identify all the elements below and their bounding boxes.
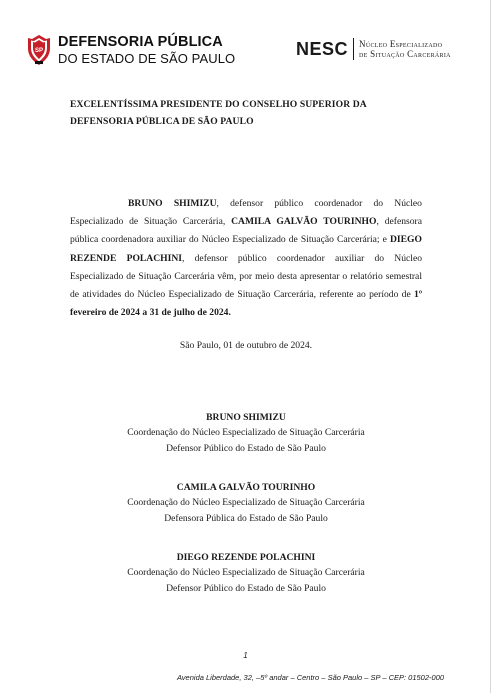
author-name-3: DIEGO REZENDE POLACHINI	[70, 234, 422, 264]
paragraph-text-3: , defensor público coordenador auxiliar do Núcleo Especializado de Situação Carcerária vêm, por meio desta apresentar o relatório semestral de atividades do Núcleo Especializado de Situação Carcerária, referente ao período de	[70, 252, 423, 301]
main-paragraph	[70, 195, 422, 322]
signatory-name: CAMILA GALVÃO TOURINHO	[176, 482, 316, 493]
signatory-name: DIEGO REZENDE POLACHINI	[176, 552, 316, 563]
nesc-name-line2: de Situação Carcerária	[359, 49, 451, 59]
page-number: 1	[243, 651, 248, 660]
document-date: São Paulo, 01 de outubro de 2024.	[179, 340, 313, 351]
nesc-logo: NESC	[296, 38, 349, 59]
signatory-role: Coordenação do Núcleo Especializado de Situação Carcerária	[127, 427, 365, 439]
signature-block	[70, 550, 422, 596]
signatory-role: Coordenação do Núcleo Especializado de Situação Carcerária	[127, 497, 365, 509]
author-name-2: CAMILA GALVÃO TOURINHO	[231, 216, 377, 228]
org-name-line1: DEFENSORIA PÚBLICA	[58, 34, 223, 51]
signatory-title: Defensor Público do Estado de São Paulo	[166, 582, 326, 594]
seal-initials: SP	[34, 48, 44, 54]
signature-block	[70, 480, 422, 526]
signatory-name: BRUNO SHIMIZU	[206, 412, 286, 423]
nesc-divider	[353, 38, 354, 60]
signatory-title: Defensor Público do Estado de São Paulo	[166, 442, 326, 454]
paragraph-text-2: , defensora pública coordenadora auxiliar do Núcleo Especializado de Situação Carcerária; e	[70, 216, 422, 246]
signatory-role: Coordenação do Núcleo Especializado de Situação Carcerária	[127, 567, 365, 579]
footer-address: Avenida Liberdade, 32, –5º andar – Centro – São Paulo – SP – CEP: 01502-000	[176, 673, 445, 682]
sao-paulo-seal-icon	[26, 34, 52, 66]
signatory-title: Defensora Pública do Estado de São Paulo	[164, 512, 328, 524]
addressee: EXCELENTÍSSIMA PRESIDENTE DO CONSELHO SUPERIOR DA DEFENSORIA PÚBLICA DE SÃO PAULO	[70, 99, 367, 127]
report-period: 1º fevereiro de 2024 a 31 de julho de 2024.	[70, 289, 422, 319]
defensoria-logo	[26, 34, 235, 66]
nesc-name-line1: Núcleo Especializado	[359, 38, 443, 49]
author-name-1: BRUNO SHIMIZU	[128, 198, 217, 209]
paragraph-text-1: , defensor público coordenador do Núcleo Especializado de Situação Carcerária,	[70, 198, 422, 228]
org-name-line2: DO ESTADO DE SÃO PAULO	[58, 50, 236, 66]
nesc-logo-block	[296, 38, 451, 60]
signature-block	[70, 410, 422, 456]
